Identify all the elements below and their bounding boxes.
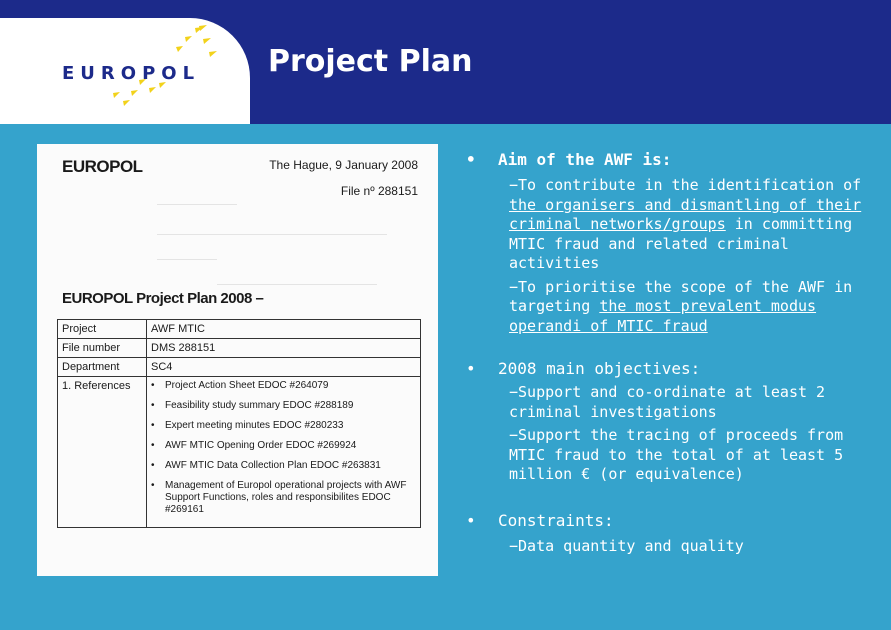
references-label: 1. References (58, 377, 147, 528)
objective-item-1: −Support and co-ordinate at least 2 criminal investigations (509, 383, 826, 421)
table-row (58, 377, 421, 528)
table-row (58, 320, 421, 339)
constraints-heading-text: Constraints: (498, 510, 614, 530)
row-value: DMS 288151 (147, 339, 421, 358)
objectives-heading-text: 2008 main objectives: (498, 359, 701, 378)
doc-title: EUROPOL Project Plan 2008 – (62, 290, 264, 307)
list-item: • Project Action Sheet EDOC #264079 (151, 380, 416, 392)
document-image (37, 144, 438, 576)
aim-2-underlined: the most prevalent modus operandi of MTIC fraud (509, 297, 817, 335)
page-title: Project Plan (268, 44, 473, 79)
doc-file-number: File nº 288151 (340, 184, 418, 198)
references-list (151, 380, 416, 516)
objectives-heading (466, 359, 866, 379)
row-key: Department (58, 358, 147, 377)
aim-1-text: −To contribute in the identification of (509, 176, 862, 194)
bullet-icon: • (466, 359, 476, 378)
list-item: • Expert meeting minutes EDOC #280233 (151, 420, 416, 432)
row-value: SC4 (147, 358, 421, 377)
table-row (58, 358, 421, 377)
row-key: File number (58, 339, 147, 358)
content-panel (466, 150, 866, 556)
faint-line (217, 284, 377, 285)
aim-item-2 (466, 278, 866, 337)
doc-org: EUROPOL (62, 157, 143, 176)
objective-item-2: −Support the tracing of proceeds from MTIC fraud to the total of at least 5 million € (or equivalence) (509, 426, 844, 483)
aim-1-underlined: the organisers and dismantling of their criminal networks/groups (509, 195, 862, 233)
faint-line (157, 259, 217, 260)
faint-line (157, 204, 237, 205)
aim-2-text: −To prioritise the scope of the AWF in targeting (509, 277, 853, 315)
aim-heading (466, 150, 866, 170)
aim-heading-text: Aim of the AWF is: (498, 150, 672, 169)
list-item: • Feasibility study summary EDOC #288189 (151, 400, 416, 412)
bullet-icon: • (466, 150, 476, 169)
constraints-heading (466, 511, 866, 531)
faint-line (157, 234, 387, 235)
table-row (58, 339, 421, 358)
list-item: • AWF MTIC Opening Order EDOC #269924 (151, 440, 416, 452)
row-key: Project (58, 320, 147, 339)
row-value: AWF MTIC (147, 320, 421, 339)
europol-stars-logo (0, 0, 250, 124)
list-item: • AWF MTIC Data Collection Plan EDOC #263831 (151, 460, 416, 472)
constraint-item-1: −Data quantity and quality (509, 536, 744, 555)
doc-table (57, 319, 421, 528)
aim-1-text-end: in committing MTIC fraud and related criminal activities (509, 215, 853, 272)
aim-item-1 (466, 176, 866, 274)
europol-logo-text: EUROPOL (62, 63, 201, 84)
bullet-icon: • (466, 510, 476, 530)
doc-date: The Hague, 9 January 2008 (269, 158, 418, 172)
list-item: • Management of Europol operational projects with AWF Support Functions, roles and responsibilites EDOC #269161 (151, 480, 416, 516)
references-cell (147, 377, 421, 528)
